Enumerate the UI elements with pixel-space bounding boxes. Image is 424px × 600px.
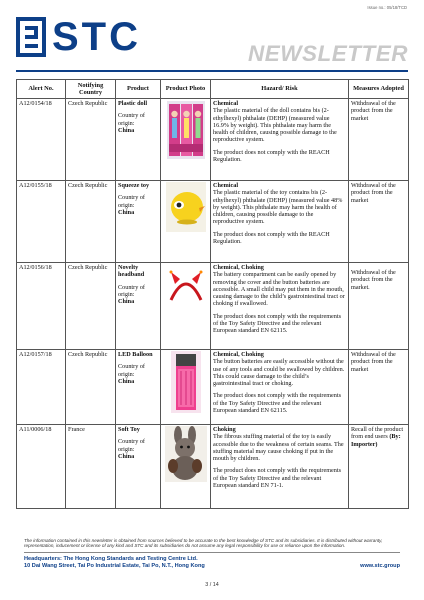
soft-toy-photo-icon [165, 426, 207, 482]
product-name: Novelty headband [118, 264, 145, 279]
product-name: Soft Toy [118, 426, 140, 433]
alert-number: A11/0006/18 [17, 425, 66, 509]
stc-logo-mark-icon [16, 17, 46, 57]
issue-number: Issue no.: 05/18/TCD [367, 5, 407, 10]
origin-country: China [118, 377, 135, 385]
measures-adopted: Withdrawal of the product from the market [349, 99, 409, 181]
hazard-title: Chemical, Choking [213, 351, 264, 358]
header-divider [16, 70, 408, 72]
product-name: Squeeze toy [118, 182, 150, 189]
headband-photo-icon [165, 264, 207, 308]
hq-line-1: Headquarters: The Hong Kong Standards and Testing Centre Ltd. [24, 556, 198, 562]
hazard-cell [211, 99, 349, 181]
newsletter-title: NEWSLETTER [248, 41, 408, 66]
hazard-title: Choking [213, 426, 236, 433]
table-row [17, 350, 409, 425]
hazard-cell [211, 181, 349, 263]
compliance-text: The product does not comply with the requirements of the Toy Safety Directive and the relevant European standard EN 62115. [213, 392, 342, 415]
notifying-country: Czech Republic [66, 181, 116, 263]
headquarters-address [24, 556, 205, 569]
footer-divider [24, 552, 400, 553]
squeeze-toy-photo-icon [166, 182, 206, 232]
notifying-country: Czech Republic [66, 350, 116, 425]
measures-by-importer: (By: Importer) [351, 433, 401, 448]
product-name: Plastic doll [118, 100, 148, 107]
website-link[interactable]: www.stc.group [360, 563, 400, 569]
table-row [17, 263, 409, 350]
table-row [17, 425, 409, 509]
balloon-photo-icon [171, 351, 201, 413]
hazard-title: Chemical [213, 100, 239, 107]
table-row [17, 181, 409, 263]
compliance-text: The product does not comply with the requirements of the Toy Safety Directive and the relevant European standard EN 71-1. [213, 467, 342, 490]
alert-number: A12/0154/18 [17, 99, 66, 181]
disclaimer: The information contained in this newsletter is obtained from sources believed to be accurate to the best knowledge of STC and its subsidiaries. It is distributed without warranty, representation, inducement or license of any kind and STC and its subsidiaries do not assume any legal responsibility for use or reliance upon the information. [24, 538, 383, 549]
header-product: Product [116, 80, 161, 99]
origin-country: China [118, 126, 135, 134]
hazard-title: Chemical [213, 182, 239, 189]
product-cell [116, 425, 161, 509]
product-cell [116, 350, 161, 425]
header-hazard-risk: Hazard/ Risk [211, 80, 349, 99]
notifying-country: Czech Republic [66, 99, 116, 181]
product-cell [116, 181, 161, 263]
origin-label: Country of origin: [118, 194, 145, 209]
hazard-cell [211, 263, 349, 350]
hazard-cell [211, 350, 349, 425]
measures-text: Recall of the product from end users [351, 426, 404, 441]
measures-adopted: Withdrawal of the product from the market [349, 350, 409, 425]
origin-label: Country of origin: [118, 112, 145, 127]
product-photo-cell [161, 425, 211, 509]
product-photo-cell [161, 99, 211, 181]
product-name: LED Balloon [118, 351, 153, 358]
alert-number: A12/0155/18 [17, 181, 66, 263]
hazard-title: Chemical, Choking [213, 264, 264, 271]
measures-adopted [349, 425, 409, 509]
compliance-text: The product does not comply with the REACH Regulation. [213, 230, 330, 246]
alerts-table [16, 79, 409, 509]
table-row [17, 99, 409, 181]
hazard-cell [211, 425, 349, 509]
hazard-text: The plastic material of the toy contains bis (2-ethylhexyl) phthalate (DEHP) (measured value 48% by weight). This phthalate may harm the health of children, causing possible damage to the reproductive system. [213, 189, 343, 226]
page-number: 3 / 14 [205, 582, 219, 588]
alert-number: A12/0156/18 [17, 263, 66, 350]
origin-country: China [118, 452, 135, 460]
product-photo-cell [161, 263, 211, 350]
origin-country: China [118, 208, 135, 216]
product-photo-cell [161, 350, 211, 425]
table-header-row [17, 80, 409, 99]
origin-label: Country of origin: [118, 363, 145, 378]
stc-logo [16, 17, 141, 57]
origin-country: China [118, 298, 135, 306]
measures-adopted: Withdrawal of the product from the market [349, 181, 409, 263]
hq-line-2: 10 Dai Wang Street, Tai Po Industrial Estate, Tai Po, N.T., Hong Kong [24, 562, 205, 569]
header-notifying-country: Notifying Country [66, 80, 116, 99]
notifying-country: Czech Republic [66, 263, 116, 350]
product-photo-cell [161, 181, 211, 263]
hazard-text: The battery compartment can be easily opened by removing the cover and the button batteries are accessible. A small child may put them in the mouth, causing damage to the child’s gastrointestinal tract or choking if swallowed. [213, 271, 345, 308]
origin-label: Country of origin: [118, 283, 145, 298]
measures-adopted: Withdrawal of the product from the market. [349, 263, 409, 350]
notifying-country: France [66, 425, 116, 509]
stc-logo-text: STC [52, 15, 141, 59]
product-cell [116, 99, 161, 181]
origin-label: Country of origin: [118, 438, 145, 453]
header-product-photo: Product Photo [161, 80, 211, 99]
product-cell [116, 263, 161, 350]
compliance-text: The product does not comply with the REACH Regulation. [213, 148, 330, 164]
alert-number: A12/0157/18 [17, 350, 66, 425]
compliance-text: The product does not comply with the requirements of the Toy Safety Directive and the relevant European standard EN 62115. [213, 312, 342, 335]
hazard-text: The button batteries are easily accessible without the use of any tools and could be swallowed by children. This could cause damage to the child’s gastrointestinal tract or choking. [213, 358, 345, 388]
hazard-text: The plastic material of the doll contains bis (2-ethylhexyl) phthalate (DEHP) (measured value 16.9% by weight). This phthalate may harm the health of children, causing possible damage to the reproductive system. [213, 107, 337, 144]
doll-photo-icon [166, 100, 206, 160]
hazard-text: The fibrous stuffing material of the toy is easily accessible due to the weakness of certain seams. The stuffing material may cause choking if put in the mouth by children. [213, 433, 344, 463]
header-alert-no: Alert No. [17, 80, 66, 99]
header-measures-adopted: Measures Adopted [349, 80, 409, 99]
